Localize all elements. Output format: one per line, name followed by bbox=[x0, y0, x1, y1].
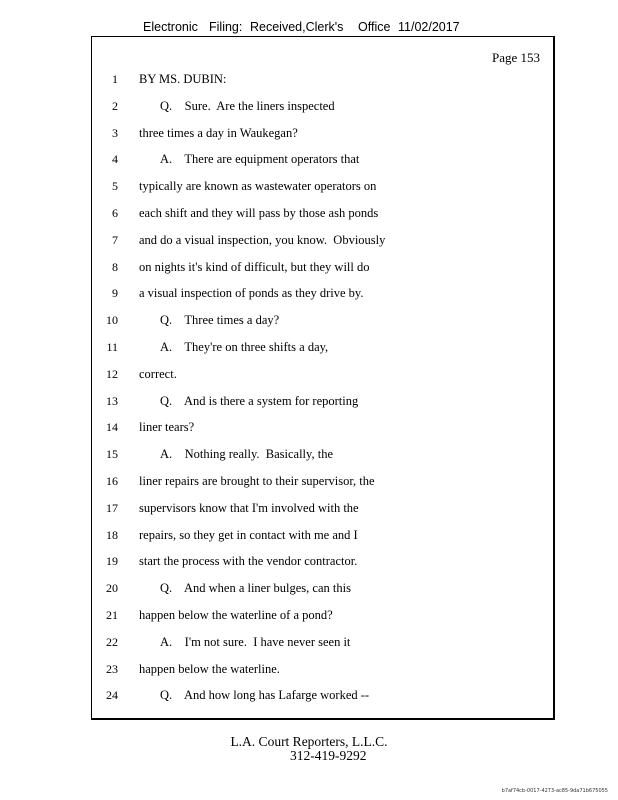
transcript-line: supervisors know that I'm involved with the bbox=[139, 500, 359, 515]
line-number: 23 bbox=[106, 661, 118, 676]
transcript-line: typically are known as wastewater operators on bbox=[139, 179, 377, 194]
transcript-line: liner repairs are brought to their supervisor, the bbox=[139, 474, 375, 488]
filing-header-electronic: Electronic bbox=[143, 20, 198, 34]
transcript-line: A. Nothing really. Basically, the bbox=[160, 447, 333, 462]
filing-header-date: 11/02/2017 bbox=[398, 20, 460, 34]
filing-header-office: Office bbox=[358, 20, 391, 34]
line-number: 6 bbox=[112, 206, 118, 220]
line-number: 9 bbox=[112, 286, 118, 301]
transcript-line: happen below the waterline. bbox=[139, 661, 280, 676]
transcript-line: A. I'm not sure. I have never seen it bbox=[160, 634, 351, 649]
transcript-line: Q. And is there a system for reporting bbox=[160, 393, 359, 408]
transcript-line: Q. And when a liner bulges, can this bbox=[160, 581, 351, 596]
transcript-line: happen below the waterline of a pond? bbox=[139, 608, 333, 622]
filing-header-received: Received,Clerk's bbox=[250, 20, 344, 34]
line-number: 19 bbox=[106, 554, 118, 569]
transcript-line: correct. bbox=[139, 366, 177, 381]
transcript-line: BY MS. DUBIN: bbox=[139, 72, 227, 86]
transcript-line: Q. Three times a day? bbox=[160, 313, 280, 328]
line-number: 14 bbox=[106, 420, 118, 435]
line-number: 10 bbox=[106, 313, 118, 328]
line-number: 3 bbox=[112, 125, 118, 140]
transcript-line: A. There are equipment operators that bbox=[160, 152, 360, 167]
filing-header-filing: Filing: bbox=[209, 20, 243, 34]
page-number: Page 153 bbox=[491, 50, 540, 65]
transcript-line: a visual inspection of ponds as they drive by. bbox=[139, 286, 364, 301]
line-number: 18 bbox=[106, 527, 118, 542]
line-number: 21 bbox=[106, 608, 118, 622]
line-number: 22 bbox=[106, 634, 118, 649]
transcript-line: start the process with the vendor contractor. bbox=[139, 554, 358, 569]
footer-phone: 312-419-9292 bbox=[290, 748, 367, 763]
transcript-line: A. They're on three shifts a day, bbox=[160, 340, 329, 354]
transcript-line: and do a visual inspection, you know. Obviously bbox=[139, 232, 386, 247]
transcript-line: on nights it's kind of difficult, but they will do bbox=[139, 259, 370, 274]
line-number: 4 bbox=[112, 152, 118, 167]
line-number: 7 bbox=[112, 232, 118, 247]
line-number: 17 bbox=[106, 500, 118, 515]
transcript-line: Q. Sure. Are the liners inspected bbox=[160, 98, 335, 113]
footer-company: L.A. Court Reporters, L.L.C. bbox=[230, 734, 388, 749]
document-hash: b7af74cb-0017-4273-ac85-9da71b675055 bbox=[501, 788, 608, 794]
transcript-line: each shift and they will pass by those ash ponds bbox=[139, 206, 379, 220]
transcript-line: repairs, so they get in contact with me and I bbox=[139, 527, 358, 542]
line-number: 16 bbox=[106, 474, 118, 488]
line-number: 13 bbox=[106, 393, 118, 408]
line-number: 24 bbox=[106, 688, 118, 703]
line-number: 12 bbox=[106, 366, 118, 381]
transcript-line: three times a day in Waukegan? bbox=[139, 125, 298, 140]
line-number: 1 bbox=[112, 72, 118, 86]
line-number: 8 bbox=[112, 259, 118, 274]
line-number: 2 bbox=[112, 98, 118, 113]
line-number: 5 bbox=[112, 179, 118, 194]
transcript-line: Q. And how long has Lafarge worked -- bbox=[160, 688, 370, 703]
line-number: 15 bbox=[106, 447, 118, 462]
line-number: 11 bbox=[106, 340, 118, 354]
transcript-line: liner tears? bbox=[139, 420, 195, 435]
line-number: 20 bbox=[106, 581, 118, 596]
